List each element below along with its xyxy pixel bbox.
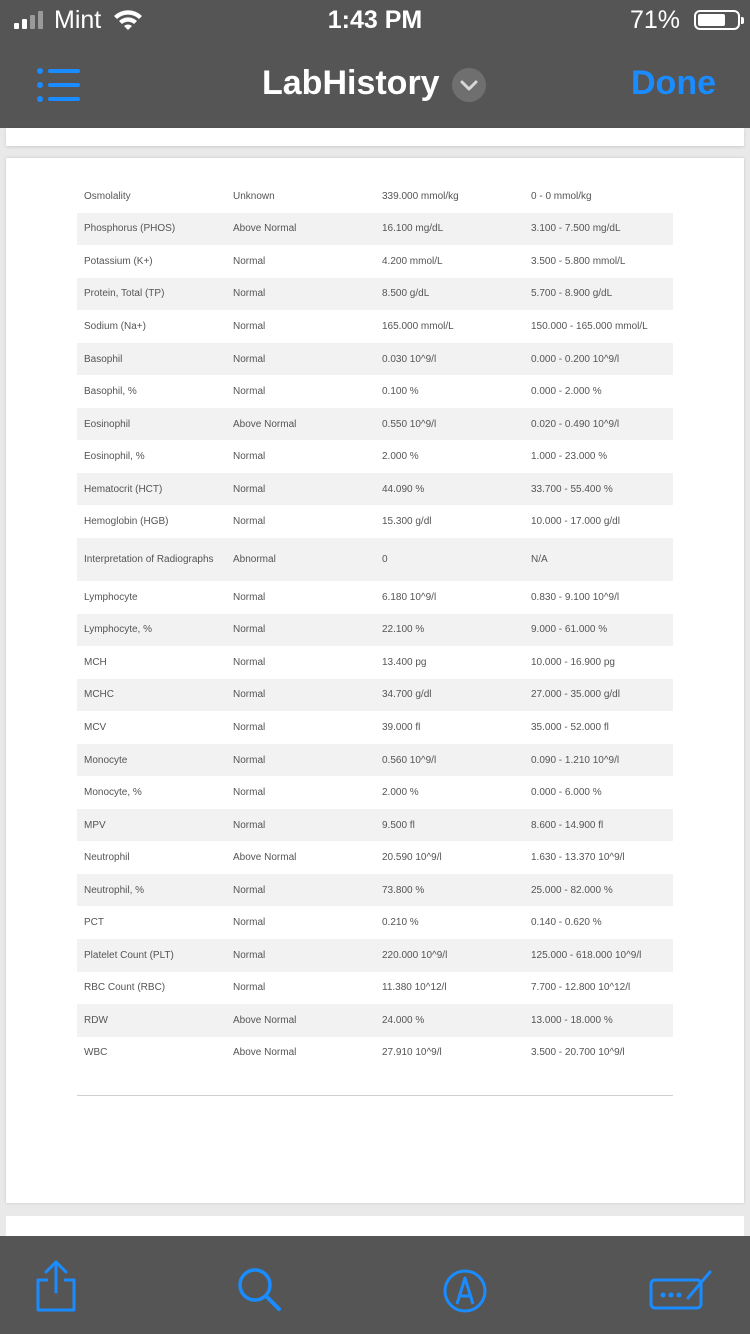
test-status: Normal bbox=[233, 320, 266, 332]
table-row bbox=[77, 809, 673, 842]
reference-range: 0.000 - 0.200 10^9/l bbox=[524, 343, 673, 376]
table-row bbox=[77, 440, 673, 473]
test-value: 0.030 10^9/l bbox=[375, 343, 524, 376]
test-value: 0.210 % bbox=[382, 917, 419, 929]
test-value: 339.000 mmol/kg bbox=[382, 190, 459, 202]
table-row bbox=[77, 614, 673, 647]
table-bottom-rule bbox=[77, 1095, 673, 1096]
previous-page-edge bbox=[6, 128, 744, 146]
test-value: 9.500 fl bbox=[375, 809, 524, 842]
test-status: Normal bbox=[226, 939, 375, 972]
test-value: 4.200 mmol/L bbox=[382, 255, 443, 267]
table-row bbox=[77, 1004, 673, 1037]
test-status: Normal bbox=[233, 982, 266, 994]
test-name: Basophil, % bbox=[84, 386, 137, 398]
reference-range: 0.020 - 0.490 10^9/l bbox=[524, 408, 673, 441]
bottom-toolbar bbox=[0, 1236, 750, 1334]
chevron-down-icon[interactable] bbox=[452, 68, 486, 102]
test-name: Platelet Count (PLT) bbox=[77, 939, 226, 972]
reference-range: 27.000 - 35.000 g/dl bbox=[524, 679, 673, 712]
test-status: Normal bbox=[233, 451, 266, 463]
table-row bbox=[77, 343, 673, 376]
test-status: Normal bbox=[226, 473, 375, 506]
table-row bbox=[77, 375, 673, 408]
reference-range: 35.000 - 52.000 fl bbox=[531, 721, 609, 733]
test-status: Normal bbox=[226, 343, 375, 376]
table-row bbox=[77, 972, 673, 1005]
test-name: Neutrophil, % bbox=[77, 874, 226, 907]
reference-range: N/A bbox=[524, 538, 673, 581]
table-row bbox=[77, 408, 673, 441]
table-row bbox=[77, 473, 673, 506]
table-row bbox=[77, 505, 673, 538]
test-status: Normal bbox=[233, 516, 266, 528]
test-value: 0 bbox=[375, 538, 524, 581]
test-status: Unknown bbox=[233, 190, 275, 202]
table-row bbox=[77, 841, 673, 874]
reference-range: 33.700 - 55.400 % bbox=[524, 473, 673, 506]
test-status: Above Normal bbox=[226, 408, 375, 441]
table-row bbox=[77, 906, 673, 939]
reference-range: 1.000 - 23.000 % bbox=[531, 451, 608, 463]
test-value: 16.100 mg/dL bbox=[375, 213, 524, 246]
table-row bbox=[77, 711, 673, 744]
document-page bbox=[6, 158, 744, 1203]
test-value: 0.100 % bbox=[382, 386, 419, 398]
carrier-label: Mint bbox=[54, 6, 102, 34]
test-name: Osmolality bbox=[84, 190, 131, 202]
test-status: Normal bbox=[233, 591, 266, 603]
test-name: Interpretation of Radiographs bbox=[77, 538, 226, 581]
reference-range: 0.090 - 1.210 10^9/l bbox=[524, 744, 673, 777]
test-name: RDW bbox=[77, 1004, 226, 1037]
test-name: MCHC bbox=[77, 679, 226, 712]
test-status: Normal bbox=[233, 917, 266, 929]
document-title[interactable]: LabHistory bbox=[262, 64, 440, 102]
test-status: Above Normal bbox=[233, 1047, 297, 1059]
battery-percent: 71% bbox=[629, 6, 680, 34]
reference-range: 0 - 0 mmol/kg bbox=[531, 190, 592, 202]
test-value: 20.590 10^9/l bbox=[382, 852, 442, 864]
status-bar bbox=[0, 0, 750, 42]
test-value: 2.000 % bbox=[382, 787, 419, 799]
test-value: 13.400 pg bbox=[382, 656, 427, 668]
reference-range: 0.830 - 9.100 10^9/l bbox=[531, 591, 620, 603]
table-row bbox=[77, 776, 673, 809]
reference-range: 10.000 - 17.000 g/dl bbox=[531, 516, 620, 528]
markup-icon[interactable] bbox=[442, 1268, 488, 1314]
test-value: 0.560 10^9/l bbox=[375, 744, 524, 777]
top-bar bbox=[0, 0, 750, 128]
test-value: 2.000 % bbox=[382, 451, 419, 463]
reference-range: 3.500 - 20.700 10^9/l bbox=[531, 1047, 625, 1059]
reference-range: 125.000 - 618.000 10^9/l bbox=[524, 939, 673, 972]
test-status: Normal bbox=[226, 614, 375, 647]
test-status: Normal bbox=[226, 874, 375, 907]
test-value: 220.000 10^9/l bbox=[375, 939, 524, 972]
test-name: Basophil bbox=[77, 343, 226, 376]
test-status: Normal bbox=[233, 386, 266, 398]
table-row bbox=[77, 1037, 673, 1070]
table-row bbox=[77, 538, 673, 581]
test-name: Neutrophil bbox=[84, 852, 130, 864]
test-name: Potassium (K+) bbox=[84, 255, 153, 267]
reference-range: 8.600 - 14.900 fl bbox=[524, 809, 673, 842]
lab-results-table bbox=[77, 180, 673, 1069]
test-value: 39.000 fl bbox=[382, 721, 421, 733]
test-name: MPV bbox=[77, 809, 226, 842]
reference-range: 150.000 - 165.000 mmol/L bbox=[531, 320, 648, 332]
test-name: MCV bbox=[84, 721, 107, 733]
table-row bbox=[77, 278, 673, 311]
test-value: 73.800 % bbox=[375, 874, 524, 907]
test-status: Abnormal bbox=[226, 538, 375, 581]
table-row bbox=[77, 646, 673, 679]
reference-range: 0.140 - 0.620 % bbox=[531, 917, 602, 929]
test-value: 34.700 g/dl bbox=[375, 679, 524, 712]
test-name: Lymphocyte bbox=[84, 591, 138, 603]
test-value: 44.090 % bbox=[375, 473, 524, 506]
test-name: Protein, Total (TP) bbox=[77, 278, 226, 311]
test-status: Normal bbox=[226, 809, 375, 842]
test-status: Normal bbox=[226, 278, 375, 311]
table-row bbox=[77, 245, 673, 278]
test-value: 0.550 10^9/l bbox=[375, 408, 524, 441]
test-value: 15.300 g/dl bbox=[382, 516, 432, 528]
test-name: Lymphocyte, % bbox=[77, 614, 226, 647]
status-time: 1:43 PM bbox=[327, 6, 423, 34]
test-name: Eosinophil bbox=[77, 408, 226, 441]
test-status: Normal bbox=[233, 656, 266, 668]
list-menu-icon[interactable] bbox=[36, 66, 82, 104]
reference-range: 3.500 - 5.800 mmol/L bbox=[531, 255, 626, 267]
test-status: Normal bbox=[233, 721, 266, 733]
test-status: Normal bbox=[233, 255, 266, 267]
table-row bbox=[77, 213, 673, 246]
test-value: 27.910 10^9/l bbox=[382, 1047, 442, 1059]
test-name: Phosphorus (PHOS) bbox=[77, 213, 226, 246]
reference-range: 1.630 - 13.370 10^9/l bbox=[531, 852, 625, 864]
table-row bbox=[77, 310, 673, 343]
reference-range: 25.000 - 82.000 % bbox=[524, 874, 673, 907]
test-name: Monocyte, % bbox=[84, 787, 142, 799]
test-status: Above Normal bbox=[226, 213, 375, 246]
battery-icon bbox=[694, 10, 740, 30]
reference-range: 9.000 - 61.000 % bbox=[524, 614, 673, 647]
test-name: WBC bbox=[84, 1047, 108, 1059]
signature-icon[interactable] bbox=[648, 1268, 714, 1312]
reference-range: 5.700 - 8.900 g/dL bbox=[524, 278, 673, 311]
done-button[interactable]: Done bbox=[631, 64, 716, 102]
test-value: 8.500 g/dL bbox=[375, 278, 524, 311]
reference-range: 7.700 - 12.800 10^12/l bbox=[531, 982, 631, 994]
test-name: Hemoglobin (HGB) bbox=[84, 516, 169, 528]
test-status: Normal bbox=[226, 744, 375, 777]
reference-range: 13.000 - 18.000 % bbox=[524, 1004, 673, 1037]
search-icon[interactable] bbox=[236, 1266, 282, 1312]
reference-range: 0.000 - 6.000 % bbox=[531, 787, 602, 799]
table-row bbox=[77, 939, 673, 972]
test-name: Monocyte bbox=[77, 744, 226, 777]
test-name: MCH bbox=[84, 656, 107, 668]
test-name: Hematocrit (HCT) bbox=[77, 473, 226, 506]
share-icon[interactable] bbox=[34, 1258, 78, 1314]
test-value: 165.000 mmol/L bbox=[382, 320, 454, 332]
table-row bbox=[77, 679, 673, 712]
test-status: Above Normal bbox=[226, 1004, 375, 1037]
test-value: 6.180 10^9/l bbox=[382, 591, 437, 603]
test-name: Eosinophil, % bbox=[84, 451, 145, 463]
test-name: PCT bbox=[84, 917, 104, 929]
test-status: Normal bbox=[226, 679, 375, 712]
test-value: 22.100 % bbox=[375, 614, 524, 647]
test-name: RBC Count (RBC) bbox=[84, 982, 166, 994]
table-row bbox=[77, 180, 673, 213]
reference-range: 3.100 - 7.500 mg/dL bbox=[524, 213, 673, 246]
test-status: Normal bbox=[233, 787, 266, 799]
reference-range: 0.000 - 2.000 % bbox=[531, 386, 602, 398]
reference-range: 10.000 - 16.900 pg bbox=[531, 656, 615, 668]
test-name: Sodium (Na+) bbox=[84, 320, 146, 332]
test-value: 11.380 10^12/l bbox=[382, 982, 447, 994]
test-value: 24.000 % bbox=[375, 1004, 524, 1037]
table-row bbox=[77, 874, 673, 907]
test-status: Above Normal bbox=[233, 852, 297, 864]
table-row bbox=[77, 744, 673, 777]
table-row bbox=[77, 581, 673, 614]
